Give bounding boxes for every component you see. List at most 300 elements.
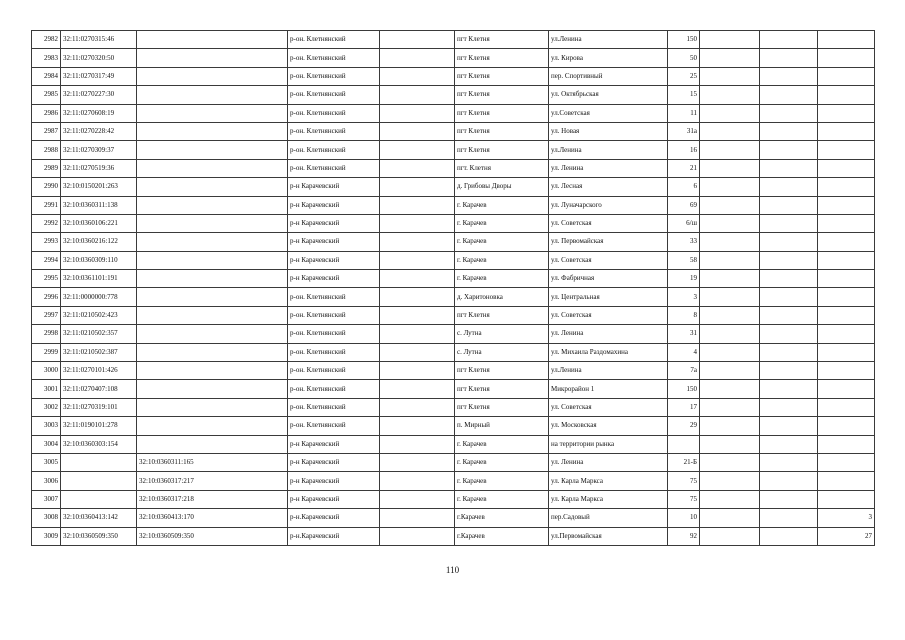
row-number-cell: 2991	[32, 196, 61, 214]
empty-cell	[760, 178, 818, 196]
table-row	[32, 196, 875, 214]
district-cell: р-он. Клетнянский	[288, 141, 380, 159]
street-cell: на территории рынка	[549, 435, 668, 453]
empty-cell	[380, 490, 455, 508]
house-number-cell: 50	[668, 49, 700, 67]
row-number-cell: 2999	[32, 343, 61, 361]
empty-cell	[380, 380, 455, 398]
empty-cell	[700, 306, 760, 324]
empty-cell	[700, 214, 760, 232]
district-cell: р-н Карачевский	[288, 214, 380, 232]
empty-cell	[760, 398, 818, 416]
house-number-cell: 31а	[668, 122, 700, 140]
count-cell	[818, 398, 875, 416]
table-row	[32, 325, 875, 343]
cadastral-number-2-cell	[137, 159, 288, 177]
district-cell: р-н Карачевский	[288, 196, 380, 214]
cadastral-number-2-cell	[137, 380, 288, 398]
empty-cell	[760, 417, 818, 435]
house-number-cell: 25	[668, 67, 700, 85]
empty-cell	[380, 306, 455, 324]
empty-cell	[700, 233, 760, 251]
count-cell	[818, 472, 875, 490]
locality-cell: г.Карачев	[455, 509, 549, 527]
row-number-cell: 3002	[32, 398, 61, 416]
cadastral-number-2-cell	[137, 49, 288, 67]
cadastral-number-cell: 32:11:0000000:778	[61, 288, 137, 306]
empty-cell	[380, 122, 455, 140]
cadastral-number-2-cell	[137, 251, 288, 269]
district-cell: р-н Карачевский	[288, 178, 380, 196]
locality-cell: г.Карачев	[455, 527, 549, 545]
street-cell: ул. Фабричная	[549, 270, 668, 288]
cadastral-number-2-cell	[137, 122, 288, 140]
locality-cell: п. Мирный	[455, 417, 549, 435]
street-cell: ул. Новая	[549, 122, 668, 140]
table-row	[32, 490, 875, 508]
street-cell: Микрорайон 1	[549, 380, 668, 398]
cadastral-number-2-cell	[137, 214, 288, 232]
locality-cell: г. Карачев	[455, 490, 549, 508]
count-cell	[818, 104, 875, 122]
district-cell: р-он. Клетнянский	[288, 306, 380, 324]
row-number-cell: 3009	[32, 527, 61, 545]
cadastral-number-cell: 32:11:0270319:101	[61, 398, 137, 416]
cadastral-number-2-cell	[137, 325, 288, 343]
house-number-cell: 7а	[668, 362, 700, 380]
empty-cell	[700, 270, 760, 288]
table-row	[32, 159, 875, 177]
row-number-cell: 2987	[32, 122, 61, 140]
register-table	[31, 30, 875, 546]
district-cell: р-н Карачевский	[288, 472, 380, 490]
count-cell	[818, 159, 875, 177]
house-number-cell	[668, 435, 700, 453]
district-cell: р-он. Клетнянский	[288, 343, 380, 361]
empty-cell	[760, 509, 818, 527]
row-number-cell: 3007	[32, 490, 61, 508]
cadastral-number-2-cell	[137, 67, 288, 85]
district-cell: р-н Карачевский	[288, 251, 380, 269]
count-cell: 3	[818, 509, 875, 527]
district-cell: р-н Карачевский	[288, 435, 380, 453]
row-number-cell: 2995	[32, 270, 61, 288]
row-number-cell: 2989	[32, 159, 61, 177]
row-number-cell: 2988	[32, 141, 61, 159]
cadastral-number-cell	[61, 490, 137, 508]
cadastral-number-cell: 32:11:0270309:37	[61, 141, 137, 159]
locality-cell: с. Лутна	[455, 343, 549, 361]
street-cell: ул.Ленина	[549, 141, 668, 159]
street-cell: ул. Карла Маркса	[549, 472, 668, 490]
empty-cell	[380, 159, 455, 177]
cadastral-number-cell: 32:10:0360216:122	[61, 233, 137, 251]
table-row	[32, 31, 875, 49]
house-number-cell: 6	[668, 178, 700, 196]
house-number-cell: 29	[668, 417, 700, 435]
empty-cell	[380, 288, 455, 306]
table-row	[32, 362, 875, 380]
table-row	[32, 527, 875, 545]
house-number-cell: 92	[668, 527, 700, 545]
locality-cell: пгт Клетня	[455, 49, 549, 67]
empty-cell	[380, 527, 455, 545]
street-cell: пер.Садовый	[549, 509, 668, 527]
house-number-cell: 10	[668, 509, 700, 527]
empty-cell	[380, 214, 455, 232]
count-cell	[818, 196, 875, 214]
count-cell	[818, 67, 875, 85]
empty-cell	[700, 453, 760, 471]
table-row	[32, 509, 875, 527]
empty-cell	[380, 67, 455, 85]
street-cell: ул.Первомайская	[549, 527, 668, 545]
street-cell: ул.Ленина	[549, 31, 668, 49]
count-cell	[818, 453, 875, 471]
cadastral-number-cell: 32:11:0210502:387	[61, 343, 137, 361]
empty-cell	[760, 214, 818, 232]
cadastral-number-cell: 32:11:0210502:423	[61, 306, 137, 324]
register-sheet	[31, 30, 875, 546]
street-cell: ул. Карла Маркса	[549, 490, 668, 508]
count-cell	[818, 380, 875, 398]
house-number-cell: 21-Б	[668, 453, 700, 471]
street-cell: ул. Московская	[549, 417, 668, 435]
street-cell: ул. Советская	[549, 251, 668, 269]
cadastral-number-cell: 32:10:0360509:350	[61, 527, 137, 545]
empty-cell	[700, 490, 760, 508]
locality-cell: с. Лутна	[455, 325, 549, 343]
row-number-cell: 2997	[32, 306, 61, 324]
district-cell: р-н Карачевский	[288, 233, 380, 251]
cadastral-number-2-cell: 32:10:0360311:165	[137, 453, 288, 471]
locality-cell: пгт Клетня	[455, 86, 549, 104]
row-number-cell: 3004	[32, 435, 61, 453]
house-number-cell: 16	[668, 141, 700, 159]
locality-cell: пгт Клетня	[455, 306, 549, 324]
empty-cell	[700, 49, 760, 67]
empty-cell	[380, 49, 455, 67]
empty-cell	[760, 270, 818, 288]
page-number: 110	[445, 565, 460, 575]
house-number-cell: 3	[668, 288, 700, 306]
cadastral-number-cell: 32:11:0270407:108	[61, 380, 137, 398]
empty-cell	[760, 490, 818, 508]
empty-cell	[700, 251, 760, 269]
locality-cell: г. Карачев	[455, 472, 549, 490]
locality-cell: г. Карачев	[455, 251, 549, 269]
table-row	[32, 398, 875, 416]
street-cell: ул.Советская	[549, 104, 668, 122]
empty-cell	[380, 509, 455, 527]
empty-cell	[380, 31, 455, 49]
count-cell	[818, 31, 875, 49]
locality-cell: пгт Клетня	[455, 362, 549, 380]
cadastral-number-cell: 32:11:0210502:357	[61, 325, 137, 343]
empty-cell	[700, 343, 760, 361]
empty-cell	[700, 325, 760, 343]
locality-cell: пгт Клетня	[455, 67, 549, 85]
empty-cell	[380, 417, 455, 435]
empty-cell	[380, 196, 455, 214]
cadastral-number-2-cell	[137, 31, 288, 49]
cadastral-number-2-cell	[137, 86, 288, 104]
empty-cell	[380, 233, 455, 251]
district-cell: р-н Карачевский	[288, 490, 380, 508]
street-cell: ул. Ленина	[549, 453, 668, 471]
count-cell	[818, 325, 875, 343]
count-cell	[818, 306, 875, 324]
cadastral-number-2-cell	[137, 104, 288, 122]
cadastral-number-2-cell	[137, 362, 288, 380]
table-row	[32, 251, 875, 269]
row-number-cell: 2990	[32, 178, 61, 196]
empty-cell	[760, 435, 818, 453]
row-number-cell: 3001	[32, 380, 61, 398]
cadastral-number-cell: 32:11:0270228:42	[61, 122, 137, 140]
cadastral-number-2-cell: 32:10:0360317:218	[137, 490, 288, 508]
cadastral-number-cell: 32:11:0270608:19	[61, 104, 137, 122]
empty-cell	[380, 435, 455, 453]
empty-cell	[700, 380, 760, 398]
empty-cell	[760, 49, 818, 67]
empty-cell	[700, 362, 760, 380]
cadastral-number-2-cell	[137, 288, 288, 306]
table-row	[32, 435, 875, 453]
table-row	[32, 67, 875, 85]
street-cell: ул. Октябрьская	[549, 86, 668, 104]
count-cell	[818, 141, 875, 159]
street-cell: ул. Советская	[549, 398, 668, 416]
empty-cell	[380, 86, 455, 104]
district-cell: р-он. Клетнянский	[288, 380, 380, 398]
cadastral-number-2-cell	[137, 306, 288, 324]
house-number-cell: 17	[668, 398, 700, 416]
district-cell: р-он. Клетнянский	[288, 122, 380, 140]
empty-cell	[760, 233, 818, 251]
row-number-cell: 3006	[32, 472, 61, 490]
cadastral-number-cell: 32:10:0361101:191	[61, 270, 137, 288]
street-cell: ул. Первомайская	[549, 233, 668, 251]
empty-cell	[380, 104, 455, 122]
cadastral-number-2-cell	[137, 196, 288, 214]
house-number-cell: 75	[668, 472, 700, 490]
empty-cell	[760, 86, 818, 104]
cadastral-number-2-cell	[137, 435, 288, 453]
empty-cell	[760, 141, 818, 159]
locality-cell: г. Карачев	[455, 214, 549, 232]
row-number-cell: 3008	[32, 509, 61, 527]
table-row	[32, 288, 875, 306]
empty-cell	[760, 343, 818, 361]
street-cell: ул. Советская	[549, 214, 668, 232]
empty-cell	[700, 417, 760, 435]
cadastral-number-cell: 32:11:0270519:36	[61, 159, 137, 177]
cadastral-number-2-cell	[137, 141, 288, 159]
district-cell: р-он. Клетнянский	[288, 398, 380, 416]
cadastral-number-cell: 32:11:0190101:278	[61, 417, 137, 435]
cadastral-number-cell: 32:11:0270315:46	[61, 31, 137, 49]
empty-cell	[760, 122, 818, 140]
empty-cell	[380, 343, 455, 361]
empty-cell	[760, 453, 818, 471]
locality-cell: г. Карачев	[455, 453, 549, 471]
locality-cell: д. Грибовы Дворы	[455, 178, 549, 196]
count-cell	[818, 435, 875, 453]
cadastral-number-2-cell	[137, 233, 288, 251]
empty-cell	[380, 472, 455, 490]
empty-cell	[760, 380, 818, 398]
count-cell	[818, 178, 875, 196]
street-cell: ул. Лесная	[549, 178, 668, 196]
cadastral-number-cell: 32:10:0360413:142	[61, 509, 137, 527]
district-cell: р-он. Клетнянский	[288, 159, 380, 177]
count-cell	[818, 86, 875, 104]
row-number-cell: 2992	[32, 214, 61, 232]
empty-cell	[760, 527, 818, 545]
locality-cell: пгт Клетня	[455, 104, 549, 122]
empty-cell	[760, 288, 818, 306]
empty-cell	[700, 178, 760, 196]
table-row	[32, 343, 875, 361]
street-cell: ул. Советская	[549, 306, 668, 324]
count-cell	[818, 270, 875, 288]
locality-cell: г. Карачев	[455, 270, 549, 288]
row-number-cell: 3003	[32, 417, 61, 435]
empty-cell	[700, 398, 760, 416]
empty-cell	[700, 122, 760, 140]
cadastral-number-cell: 32:10:0360106:221	[61, 214, 137, 232]
district-cell: р-он. Клетнянский	[288, 288, 380, 306]
count-cell	[818, 49, 875, 67]
district-cell: р-он. Клетнянский	[288, 325, 380, 343]
locality-cell: г. Карачев	[455, 435, 549, 453]
count-cell	[818, 214, 875, 232]
empty-cell	[760, 325, 818, 343]
table-row	[32, 270, 875, 288]
table-row	[32, 49, 875, 67]
house-number-cell: 150	[668, 31, 700, 49]
empty-cell	[760, 67, 818, 85]
register-rows	[32, 31, 875, 546]
empty-cell	[380, 141, 455, 159]
empty-cell	[700, 104, 760, 122]
cadastral-number-cell: 32:10:0360303:154	[61, 435, 137, 453]
street-cell: ул. Луначарского	[549, 196, 668, 214]
table-row	[32, 380, 875, 398]
house-number-cell: 31	[668, 325, 700, 343]
empty-cell	[700, 435, 760, 453]
cadastral-number-cell: 32:10:0360309:110	[61, 251, 137, 269]
district-cell: р-н Карачевский	[288, 453, 380, 471]
cadastral-number-2-cell	[137, 270, 288, 288]
cadastral-number-2-cell: 32:10:0360317:217	[137, 472, 288, 490]
house-number-cell: 33	[668, 233, 700, 251]
cadastral-number-2-cell	[137, 417, 288, 435]
empty-cell	[700, 472, 760, 490]
cadastral-number-2-cell: 32:10:0360413:170	[137, 509, 288, 527]
row-number-cell: 2994	[32, 251, 61, 269]
empty-cell	[700, 509, 760, 527]
district-cell: р-он. Клетнянский	[288, 67, 380, 85]
district-cell: р-н.Карачевский	[288, 509, 380, 527]
row-number-cell: 2996	[32, 288, 61, 306]
empty-cell	[760, 159, 818, 177]
empty-cell	[700, 288, 760, 306]
cadastral-number-cell: 32:10:0360311:138	[61, 196, 137, 214]
empty-cell	[380, 251, 455, 269]
empty-cell	[700, 86, 760, 104]
row-number-cell: 2985	[32, 86, 61, 104]
row-number-cell: 3000	[32, 362, 61, 380]
street-cell: ул.Ленина	[549, 362, 668, 380]
locality-cell: д. Харитоновка	[455, 288, 549, 306]
house-number-cell: 150	[668, 380, 700, 398]
street-cell: пер. Спортивный	[549, 67, 668, 85]
cadastral-number-2-cell	[137, 398, 288, 416]
empty-cell	[380, 362, 455, 380]
table-row	[32, 104, 875, 122]
cadastral-number-2-cell	[137, 178, 288, 196]
district-cell: р-он. Клетнянский	[288, 417, 380, 435]
locality-cell: пгт Клетня	[455, 398, 549, 416]
count-cell	[818, 233, 875, 251]
row-number-cell: 2986	[32, 104, 61, 122]
empty-cell	[760, 251, 818, 269]
cadastral-number-cell	[61, 453, 137, 471]
empty-cell	[380, 453, 455, 471]
street-cell: ул. Михаила Раздомахина	[549, 343, 668, 361]
empty-cell	[760, 362, 818, 380]
cadastral-number-cell: 32:11:0270227:30	[61, 86, 137, 104]
district-cell: р-он. Клетнянский	[288, 31, 380, 49]
house-number-cell: 8	[668, 306, 700, 324]
house-number-cell: 58	[668, 251, 700, 269]
count-cell	[818, 490, 875, 508]
row-number-cell: 2982	[32, 31, 61, 49]
street-cell: ул. Ленина	[549, 325, 668, 343]
empty-cell	[700, 141, 760, 159]
cadastral-number-cell: 32:10:0150201:263	[61, 178, 137, 196]
table-row	[32, 472, 875, 490]
district-cell: р-н.Карачевский	[288, 527, 380, 545]
row-number-cell: 2993	[32, 233, 61, 251]
district-cell: р-он. Клетнянский	[288, 49, 380, 67]
locality-cell: пгт Клетня	[455, 380, 549, 398]
row-number-cell: 3005	[32, 453, 61, 471]
house-number-cell: 11	[668, 104, 700, 122]
cadastral-number-cell: 32:11:0270317:49	[61, 67, 137, 85]
empty-cell	[380, 178, 455, 196]
house-number-cell: 19	[668, 270, 700, 288]
cadastral-number-cell	[61, 472, 137, 490]
table-row	[32, 453, 875, 471]
count-cell	[818, 343, 875, 361]
empty-cell	[700, 31, 760, 49]
table-row	[32, 141, 875, 159]
table-row	[32, 306, 875, 324]
house-number-cell: 15	[668, 86, 700, 104]
locality-cell: пгт Клетня	[455, 141, 549, 159]
cadastral-number-cell: 32:11:0270101:426	[61, 362, 137, 380]
house-number-cell: 75	[668, 490, 700, 508]
empty-cell	[760, 306, 818, 324]
street-cell: ул. Центральная	[549, 288, 668, 306]
district-cell: р-он. Клетнянский	[288, 86, 380, 104]
locality-cell: г. Карачев	[455, 233, 549, 251]
count-cell	[818, 122, 875, 140]
table-row	[32, 214, 875, 232]
